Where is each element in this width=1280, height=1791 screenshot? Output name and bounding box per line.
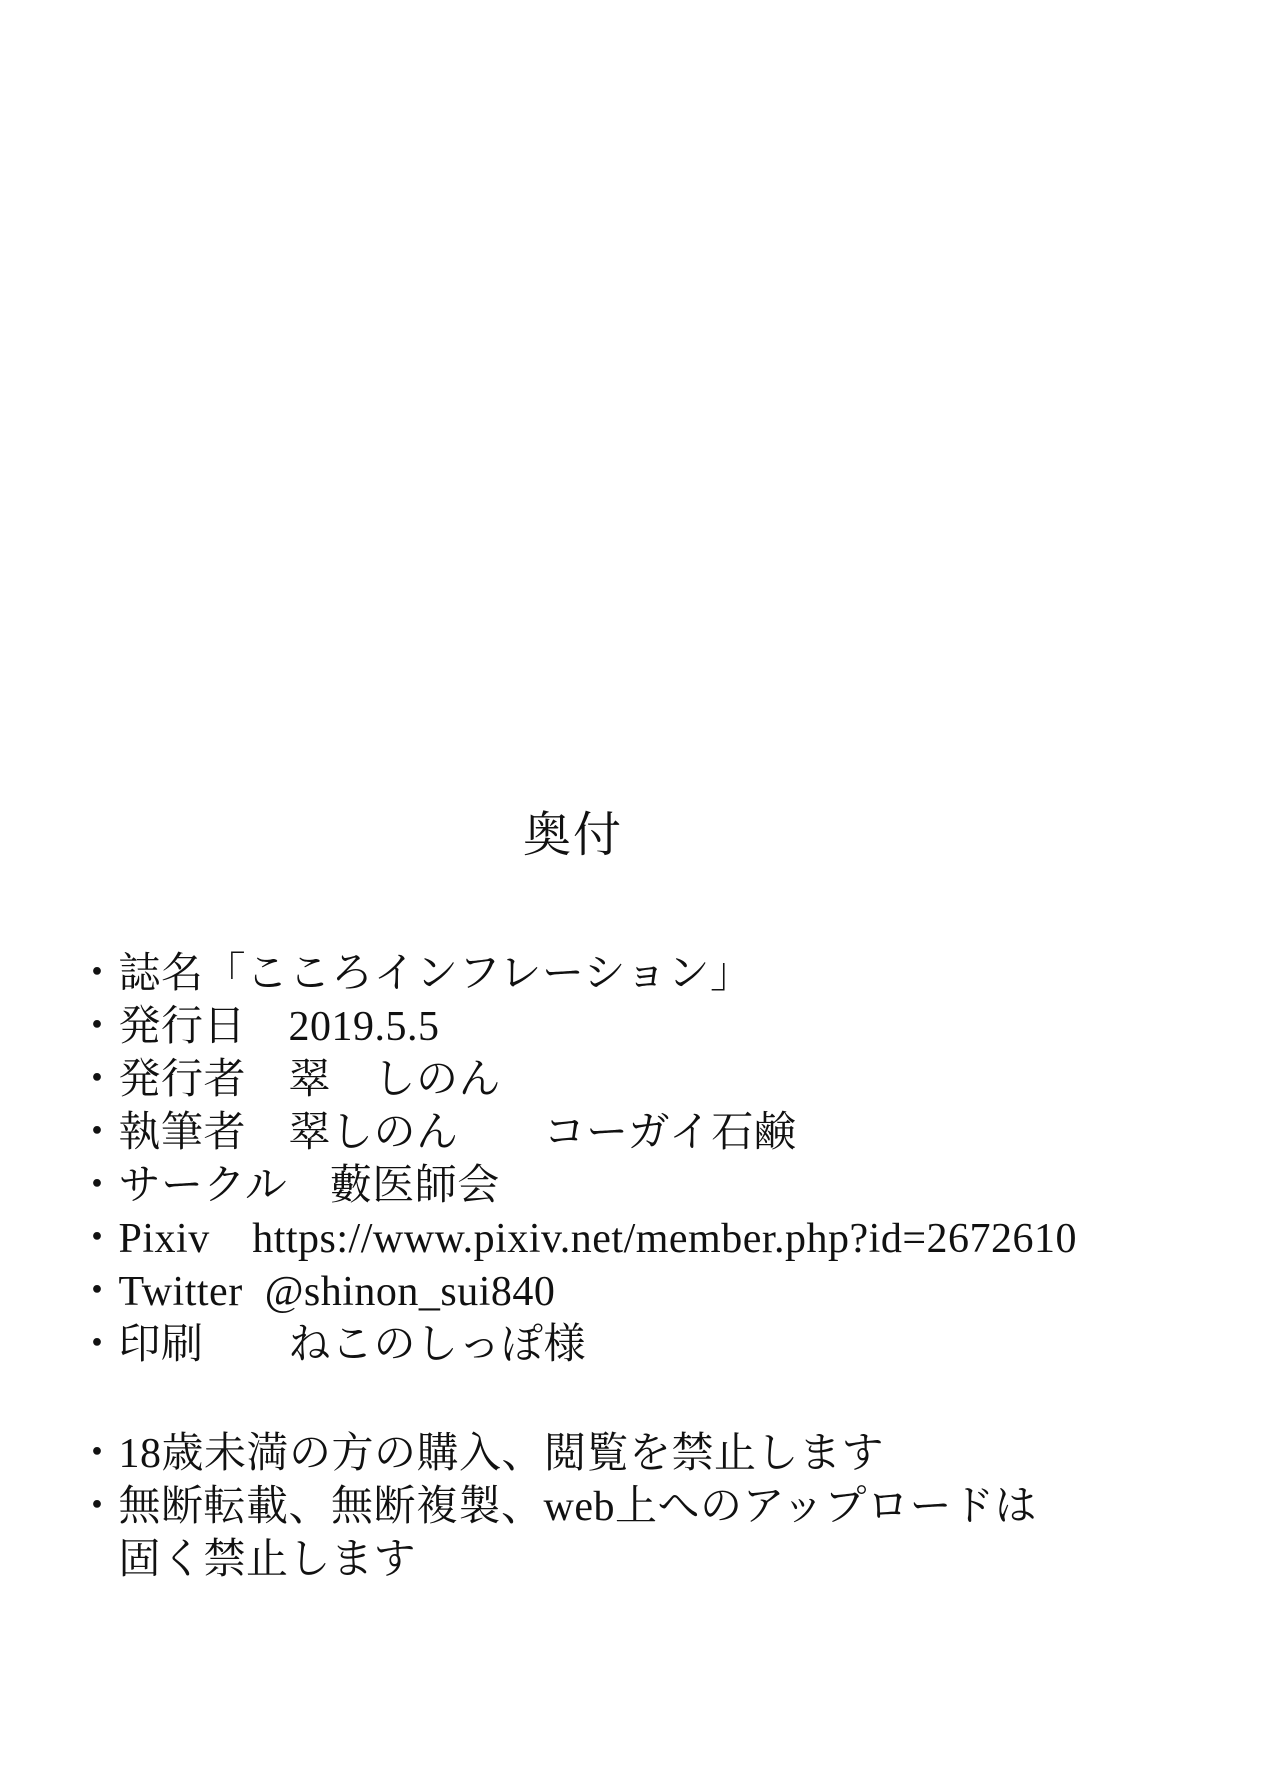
colophon-line-booklet-title: ・誌名「こころインフレーション」 bbox=[76, 951, 753, 997]
page-title: 奥付 bbox=[522, 809, 623, 862]
colophon-line-twitter: ・Twitter @shinon_sui840 bbox=[76, 1269, 556, 1315]
colophon-line-circle: ・サークル 藪医師会 bbox=[76, 1163, 500, 1209]
colophon-line-pixiv-url: ・Pixiv https://www.pixiv.net/member.php?id=2672610 bbox=[76, 1216, 1078, 1262]
notice-line-no-reproduction: ・無断転載、無断複製、web上へのアップロードは bbox=[76, 1484, 1038, 1530]
colophon-line-printer: ・印刷 ねこのしっぽ様 bbox=[76, 1322, 587, 1368]
notice-line-age-restriction: ・18歳未満の方の購入、閲覧を禁止します bbox=[76, 1431, 885, 1477]
notice-list bbox=[76, 1428, 1236, 1587]
colophon-line-authors: ・執筆者 翠しのん コーガイ石鹸 bbox=[76, 1110, 797, 1156]
colophon-line-publisher: ・発行者 翠 しのん bbox=[76, 1057, 502, 1103]
colophon-line-publish-date: ・発行日 2019.5.5 bbox=[76, 1004, 440, 1050]
colophon-entry-list bbox=[76, 948, 1236, 1372]
notice-line-no-reproduction-cont: 固く禁止します bbox=[76, 1537, 417, 1583]
